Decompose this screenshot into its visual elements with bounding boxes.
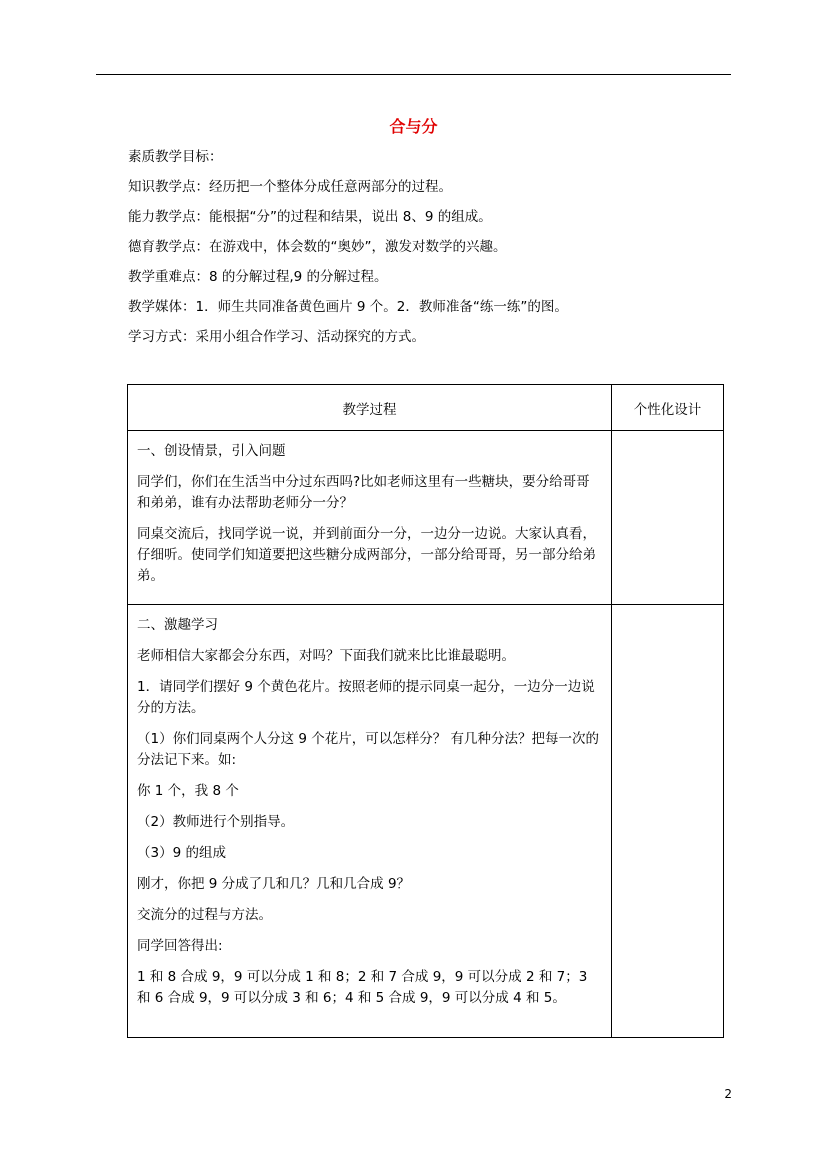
- section-1-cell: [128, 431, 612, 605]
- section-2-paragraph: 1 和 8 合成 9，9 可以分成 1 和 8；2 和 7 合成 9，9 可以分成 2 和 7；3 和 6 合成 9，9 可以分成 3 和 6；4 和 5 合成 9，9 可以分成 4 和 5。: [137, 969, 588, 1006]
- header-rule: [96, 74, 731, 75]
- section-2-paragraph: （2）教师进行个别指导。: [137, 814, 295, 830]
- section-2-paragraph: 刚才，你把 9 分成了几和几？几和几合成 9？: [137, 876, 411, 892]
- section-2-paragraph: 1．请同学们摆好 9 个黄色花片。按照老师的提示同桌一起分，一边分一边说分的方法。: [137, 679, 595, 716]
- section-2-paragraph: （1）你们同桌两个人分这 9 个花片，可以怎样分？ 有几种分法？把每一次的分法记下来。如:: [137, 731, 600, 768]
- section-1-paragraph: 同学们，你们在生活当中分过东西吗?比如老师这里有一些糖块，要分给哥哥和弟弟，谁有办法帮助老师分一分？: [137, 474, 590, 511]
- document-title: 合与分: [389, 117, 438, 136]
- section-2-paragraph: （3）9 的组成: [137, 845, 226, 861]
- section-2-paragraph: 你 1 个，我 8 个: [137, 783, 239, 799]
- section-1-paragraph: 同桌交流后，找同学说一说，并到前面分一分，一边分一边说。大家认真看，仔细听。使同学们知道要把这些糖分成两部分，一部分给哥哥，另一部分给弟弟。: [137, 526, 596, 584]
- section-2-paragraph: 老师相信大家都会分东西，对吗？下面我们就来比比谁最聪明。: [137, 648, 515, 664]
- section-2-cell: [128, 605, 612, 1038]
- section-2-paragraph: 交流分的过程与方法。: [137, 907, 272, 923]
- section-1-design-cell: [612, 431, 724, 605]
- key-difficulty: 教学重难点：8 的分解过程,9 的分解过程。: [128, 269, 388, 285]
- knowledge-point: 知识教学点：经历把一个整体分成任意两部分的过程。: [128, 179, 452, 195]
- moral-point: 德育教学点：在游戏中，体会数的“奥妙”，激发对数学的兴趣。: [128, 239, 507, 255]
- teaching-media: 教学媒体：1．师生共同准备黄色画片 9 个。2．教师准备“练一练”的图。: [128, 299, 568, 315]
- table-row: [128, 605, 724, 1038]
- lesson-objectives: [128, 147, 728, 357]
- table-row: [128, 431, 724, 605]
- ability-point: 能力教学点：能根据“分”的过程和结果，说出 8、9 的组成。: [128, 209, 492, 225]
- section-2-paragraph: 同学回答得出:: [137, 938, 223, 954]
- section-1-heading: 一、创设情景，引入问题: [137, 443, 286, 459]
- section-2-heading: 二、激趣学习: [137, 617, 218, 633]
- table-header-row: [128, 385, 724, 431]
- header-personal-design: 个性化设计: [612, 385, 724, 431]
- lesson-table: [127, 384, 724, 1038]
- objectives-heading: 素质教学目标：: [128, 149, 223, 165]
- header-teaching-process: 教学过程: [128, 385, 612, 431]
- page-number: 2: [724, 1087, 732, 1101]
- learning-method: 学习方式：采用小组合作学习、活动探究的方式。: [128, 329, 425, 345]
- section-2-design-cell: [612, 605, 724, 1038]
